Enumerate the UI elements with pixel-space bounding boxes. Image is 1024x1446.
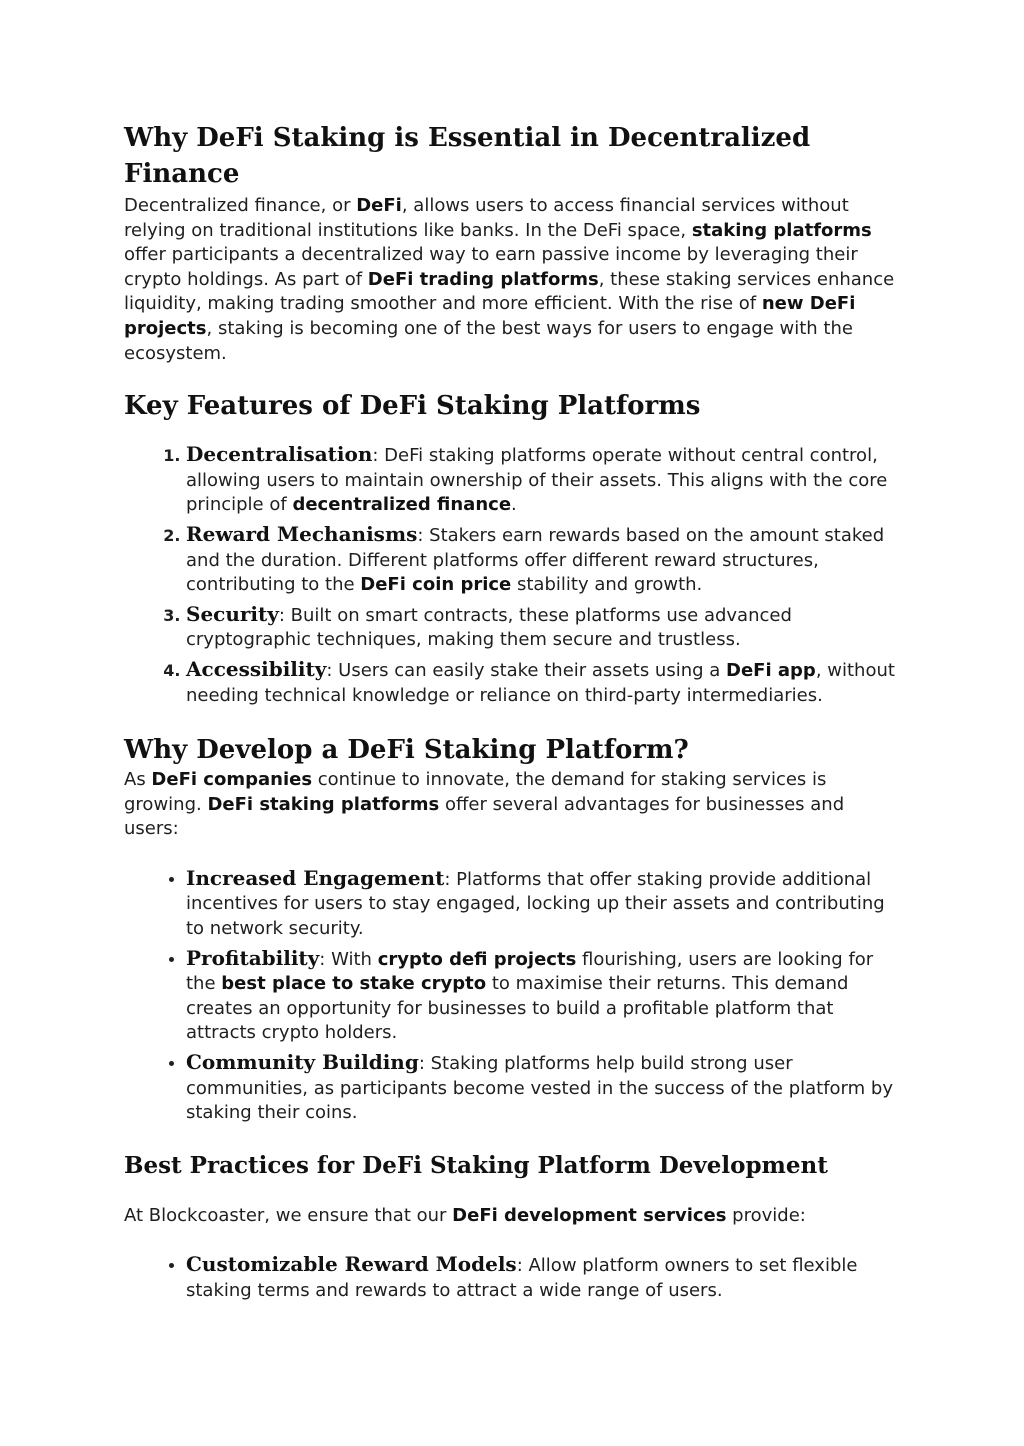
section-heading-why-defi-staking: Why DeFi Staking is Essential in Decentralized Finance <box>124 123 811 189</box>
list-item: 3. Security: Built on smart contracts, these platforms use advanced cryptographic techniques, making them secure and trustless. <box>186 602 900 653</box>
best-practices-list <box>124 1252 900 1303</box>
list-item: • Community Building: Staking platforms help build strong user communities, as participants become vested in the success of the platform by staking their coins. <box>186 1050 900 1126</box>
advantages-list <box>124 866 900 1126</box>
list-item: 4. Accessibility: Users can easily stake their assets using a DeFi app, without needing technical knowledge or reliance on third-party intermediaries. <box>186 657 900 708</box>
new-defi-projects-term: new DeFi projects <box>124 293 856 339</box>
section-heading-key-features: Key Features of DeFi Staking Platforms <box>124 391 701 422</box>
defi-trading-platforms-term: DeFi trading platforms <box>367 268 599 290</box>
best-practices-paragraph: At Blockcoaster, we ensure that our DeFi development services provide: <box>124 1204 806 1226</box>
list-item: • Increased Engagement: Platforms that offer staking provide additional incentives for users to stay engaged, locking up their assets and contributing to network security. <box>186 866 900 942</box>
list-item: • Customizable Reward Models: Allow platform owners to set flexible staking terms and rewards to attract a wide range of users. <box>186 1252 900 1303</box>
list-item: 1. Decentralisation: DeFi staking platforms operate without central control, allowing users to maintain ownership of their assets. This aligns with the core principle of decentralized finance. <box>186 442 900 518</box>
list-item: • Profitability: With crypto defi projects flourishing, users are looking for the best place to stake crypto to maximise their returns. This demand creates an opportunity for businesses to build a profitable platform that attracts crypto holders. <box>186 946 900 1046</box>
key-features-list <box>124 442 900 708</box>
staking-platforms-term: staking platforms <box>691 219 872 241</box>
section-heading-best-practices: Best Practices for DeFi Staking Platform Development <box>124 1151 828 1179</box>
section-heading-why-develop: Why Develop a DeFi Staking Platform? <box>124 735 689 766</box>
list-item: 2. Reward Mechanisms: Stakers earn rewards based on the amount staked and the duration. Different platforms offer different reward structures, contributing to the DeFi coin price stability and growth. <box>186 522 900 598</box>
develop-paragraph: As DeFi companies continue to innovate, the demand for staking services is growing. DeFi staking platforms offer several advantages for businesses and users: <box>124 769 845 840</box>
defi-term: DeFi <box>356 195 402 216</box>
intro-paragraph: Decentralized finance, or DeFi, allows users to access financial services without relying on traditional institutions like banks. In the DeFi space, staking platforms offer participants a decentralized way to earn passive income by leveraging their crypto holdings. As part of DeFi trading platforms, these staking services enhance liquidity, making trading smoother and more efficient. With the rise of new DeFi projects, staking is becoming one of the best ways for users to engage with the ecosystem. <box>124 195 895 364</box>
